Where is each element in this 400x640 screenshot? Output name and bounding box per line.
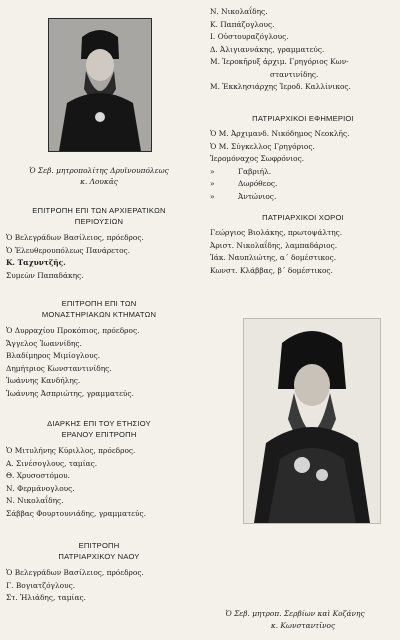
member-line: Ἰάκ. Ναυπλιώτης, α΄ δομέστικος. (210, 253, 337, 262)
section-heading: ΕΠΙΤΡΟΠΗ ΕΠΙ ΤΩΝ ΑΡΧΙΕΡΑΤΙΚΩΝ (32, 206, 166, 215)
member-line: Ὁ Βελεγράδων Βασίλειος, πρόεδρος. (6, 233, 144, 242)
section-archieratikon (0, 205, 198, 282)
section-heading: ΠΑΤΡΙΑΡΧΙΚΟΙ ΕΦΗΜΕΡΙΟΙ (252, 114, 354, 123)
caption-konstantinos-line1: Ὁ Σεβ. μητροπ. Σερβίων καὶ Κοζάνης (225, 609, 365, 618)
member-line: Δ. Ἀλιγιαννάκης, γραμματεύς. (210, 44, 325, 54)
member-line: Ὁ Δυρραχίου Προκόπιος, πρόεδρος. (6, 326, 140, 335)
member-line: Ὁ Μ. Σύγκελλος Γρηγόριος. (210, 141, 315, 151)
clergy-list (210, 6, 396, 94)
member-line: Ὁ Ἐλευθερουπόλεως Πανάρετος. (6, 245, 131, 255)
section-heading: ΕΠΙΤΡΟΠΗ (78, 541, 120, 550)
section-patriarchikou-naou (0, 540, 198, 605)
member-line: Κωνστ. Κλάββας, β΄ δομέστικος. (210, 265, 333, 275)
member-line: Ἀριστ. Νικολαΐδης, λαμπαδάριος. (210, 240, 338, 250)
section-efimerioi (210, 113, 396, 203)
member-line: Ἰωάννης Ἀσπριώτης, γραμματεύς. (6, 388, 134, 398)
member-line: » Ἀντώνιος. (210, 191, 277, 201)
member-line: Ἰωάννης Κανδήλης. (6, 376, 81, 385)
member-line: Ν. Νικολαΐδης. (6, 496, 64, 505)
member-line: Γ. Βογιατζόγλους. (6, 580, 76, 590)
member-line: Κ. Ταχυντζῆς. (6, 258, 66, 267)
member-line: Μ. Ἐκκλησιάρχης Ἱεροδ. Καλλίνικος. (210, 82, 351, 91)
portrait-illustration (244, 319, 380, 523)
caption-konstantinos-line2: κ. Κωνσταντῖνος (270, 621, 336, 630)
member-line: Ἱερομόναχος Σωφρόνιος. (210, 154, 305, 163)
section-heading: ΕΠΙΤΡΟΠΗ ΕΠΙ ΤΩΝ (61, 299, 137, 308)
member-line: Θ. Χρυσοστόμου. (6, 471, 71, 480)
section-heading: ΕΡΑΝΟΥ ΕΠΙΤΡΟΠΗ (61, 430, 137, 439)
section-heading: ΠΕΡΙΟΥΣΙΩΝ (74, 217, 124, 226)
member-line: Βλαδίμηρος Μιμίογλους. (6, 351, 101, 360)
section-heading: ΔΙΑΡΚΗΣ ΕΠΙ ΤΟΥ ΕΤΗΣΙΟΥ (47, 419, 151, 428)
section-monastiriakon (0, 298, 198, 400)
member-line: » Δωρόθεος. (210, 179, 278, 188)
section-heading: ΠΑΤΡΙΑΡΧΙΚΟΥ ΝΑΟΥ (58, 552, 140, 561)
member-line: Ὁ Μ. Ἀρχιμανδ. Νικόδημος Νεοκλῆς. (210, 129, 350, 138)
member-line: Γεώργιος Βιολάκης, πρωτοψάλτης. (210, 228, 343, 237)
member-line: σταντινίδης. (270, 69, 319, 79)
member-line: Ι. Οὐστουραζόγλους. (210, 32, 289, 41)
member-line: Μ. Ἱεροκῆρυξ ἀρχιμ. Γρηγόριος Κων- (210, 57, 349, 66)
member-line: » Γαβριήλ. (210, 166, 272, 176)
portrait-photo-konstantinos (243, 318, 381, 524)
member-line: Ν. Νικολαΐδης. (210, 7, 268, 16)
caption-loukas-line2: κ. Λουκᾶς (80, 177, 118, 186)
member-line: Σάββας Φουρτουνιάδης, γραμματεύς. (6, 508, 146, 518)
member-line: Ἄγγελος Ἰωαννίδης. (6, 338, 82, 348)
portrait-illustration (49, 19, 151, 151)
section-choroi (210, 212, 396, 277)
member-line: Ὁ Μιτυλήνης Κύριλλος, πρόεδρος. (6, 446, 136, 455)
member-line: Δημήτριος Κωνσταντινίδης. (6, 363, 112, 373)
member-line: Ν. Φερμάνογλους. (6, 483, 75, 493)
portrait-photo-loukas (48, 18, 152, 152)
member-line: Συμεὼν Παπαδάκης. (6, 270, 84, 280)
member-line: Κ. Παπάζογλους. (210, 19, 275, 29)
member-line: Στ. Ἠλιάδης, ταμίας. (6, 593, 86, 602)
member-line: Ὁ Βελεγράδων Βασίλειος, πρόεδρος. (6, 568, 144, 577)
section-eranou (0, 418, 198, 520)
member-line: Α. Σινέσογλους, ταμίας. (6, 458, 98, 468)
caption-loukas-line1: Ὁ Σεβ. μητροπολίτης Δρυϊνουπόλεως (29, 166, 169, 175)
section-heading: ΜΟΝΑΣΤΗΡΙΑΚΩΝ ΚΤΗΜΑΤΩΝ (41, 310, 157, 319)
section-heading: ΠΑΤΡΙΑΡΧΙΚΟΙ ΧΟΡΟΙ (262, 213, 344, 222)
